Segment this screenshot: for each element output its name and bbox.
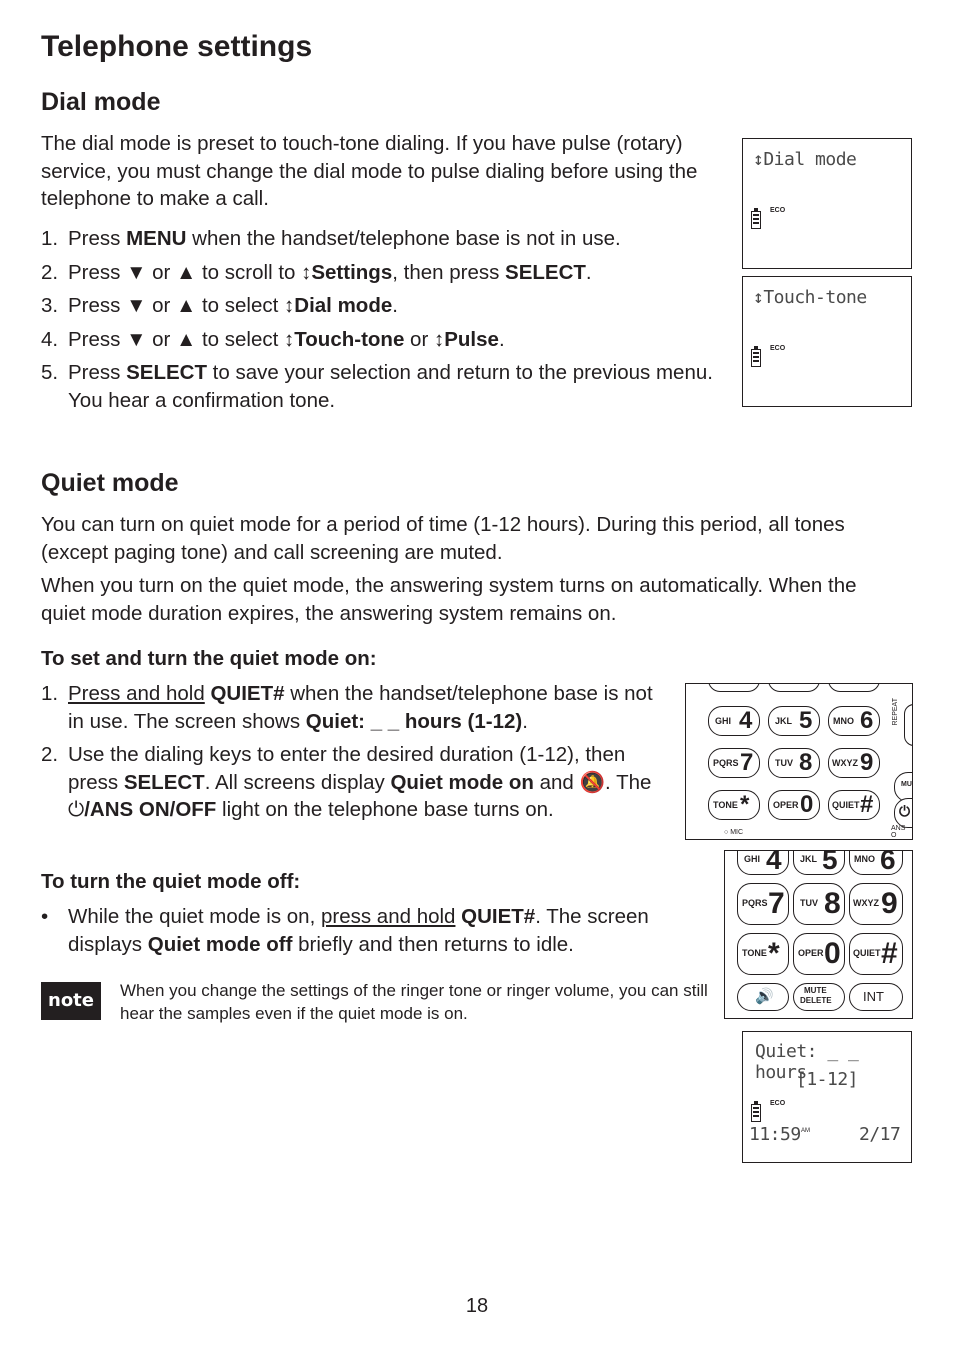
keypad-illustration-base xyxy=(685,683,913,840)
lcd-text: ↕Dial mode xyxy=(753,149,857,170)
speaker-key: 🔊 xyxy=(737,983,789,1011)
key-top-partial xyxy=(708,683,760,692)
key-top-partial xyxy=(828,683,880,692)
quiet-on-steps xyxy=(41,680,666,830)
lcd-ampm: AM xyxy=(801,1128,810,1134)
list-item: 5. Press SELECT to save your selection and return to the previous menu. You hear a confirmation tone. xyxy=(41,361,713,412)
quiet-on-heading: To set and turn the quiet mode on: xyxy=(41,647,377,670)
keypad-key: MNO 6 xyxy=(849,850,903,875)
keypad-key: TONE * xyxy=(737,933,789,975)
dial-mode-heading: Dial mode xyxy=(41,88,161,116)
eco-label: ECO xyxy=(770,1100,786,1107)
keypad-key: JKL 5 xyxy=(768,706,820,736)
keypad-key: QUIET # xyxy=(828,790,880,820)
list-item: • While the quiet mode is on, press and hold QUIET#. The screen displays Quiet mode off briefly and then returns to idle. xyxy=(41,905,649,956)
note-badge: note xyxy=(41,982,101,1020)
side-key xyxy=(904,704,913,746)
dial-mode-steps xyxy=(41,225,731,420)
side-key: MU xyxy=(894,772,913,802)
quiet-mode-heading: Quiet mode xyxy=(41,469,179,497)
list-item: 4. Press ▼ or ▲ to select ↕Touch-tone or ↕Pulse. xyxy=(41,327,505,351)
int-key: INT xyxy=(849,983,903,1011)
keypad-key: JKL 5 xyxy=(793,850,845,875)
keypad-key: GHI 4 xyxy=(708,706,760,736)
keypad-key: TONE * xyxy=(708,790,760,820)
key-top-partial xyxy=(768,683,820,692)
keypad-key: WXYZ 9 xyxy=(828,748,880,778)
eco-label: ECO xyxy=(770,207,786,214)
repeat-label: REPEAT xyxy=(892,698,899,726)
keypad-key: PQRS 7 xyxy=(708,748,760,778)
eco-label: ECO xyxy=(770,345,786,352)
battery-icon xyxy=(751,1104,761,1122)
quiet-mode-para-2: When you turn on the quiet mode, the answering system turns on automatically. When the quiet mode duration expires, the answering system remains on. xyxy=(41,574,857,625)
note-text: When you change the settings of the ringer tone or ringer volume, you can still hear the samples even if the quiet mode is on. xyxy=(120,981,708,1023)
battery-icon xyxy=(751,349,761,367)
keypad-key: TUV 8 xyxy=(793,883,845,925)
lcd-text: ↕Touch-tone xyxy=(753,287,867,308)
keypad-illustration-handset xyxy=(724,850,913,1019)
keypad-key: GHI 4 xyxy=(737,850,789,875)
quiet-off-list xyxy=(41,903,721,964)
page-title: Telephone settings xyxy=(41,30,313,63)
keypad-key: WXYZ 9 xyxy=(849,883,903,925)
list-item: 1. Press MENU when the handset/telephone base is not in use. xyxy=(41,227,621,250)
dial-mode-intro: The dial mode is preset to touch-tone dialing. If you have pulse (rotary) service, you must change the dial mode to pulse dialing before using the telephone to make a call. xyxy=(41,132,698,210)
quiet-mode-para-1: You can turn on quiet mode for a period of time (1-12 hours). During this period, all tones (except paging tone) and call screening are muted. xyxy=(41,513,845,564)
keypad-key: QUIET # xyxy=(849,933,903,975)
power-key: ⏻ xyxy=(894,798,913,828)
list-item: 3. Press ▼ or ▲ to select ↕Dial mode. xyxy=(41,294,398,317)
lcd-text: Quiet: _ _ hours xyxy=(755,1041,859,1083)
list-item: 2. Press ▼ or ▲ to scroll to ↕Settings, then press SELECT. xyxy=(41,260,592,284)
mute-delete-key: MUTE DELETE xyxy=(793,983,845,1011)
lcd-time: 11:59 xyxy=(749,1124,801,1145)
battery-icon xyxy=(751,211,761,229)
keypad-key: MNO 6 xyxy=(828,706,880,736)
lcd-screen-quiet-hours xyxy=(742,1031,912,1163)
page-number: 18 xyxy=(465,1295,489,1317)
ans-label: ANS O xyxy=(891,825,906,839)
list-item: 1. Press and hold QUIET# when the handset/telephone base is not in use. The screen shows Quiet: _ _ hours (1-12). xyxy=(41,682,653,733)
keypad-key: OPER 0 xyxy=(793,933,845,975)
lcd-screen-dial-mode xyxy=(742,138,912,269)
lcd-date: 2/17 xyxy=(859,1124,901,1145)
keypad-key: OPER 0 xyxy=(768,790,820,820)
lcd-text: [1-12] xyxy=(796,1069,859,1090)
keypad-key: PQRS 7 xyxy=(737,883,789,925)
lcd-screen-touch-tone xyxy=(742,276,912,407)
mic-label: ○ MIC xyxy=(724,829,744,836)
quiet-off-heading: To turn the quiet mode off: xyxy=(41,870,301,893)
list-item: 2. Use the dialing keys to enter the desired duration (1-12), then press SELECT. All screens display Quiet mode on and 🔕. The ⏻/ANS ON/OFF light on the telephone base turns on. xyxy=(41,743,652,821)
keypad-key: TUV 8 xyxy=(768,748,820,778)
